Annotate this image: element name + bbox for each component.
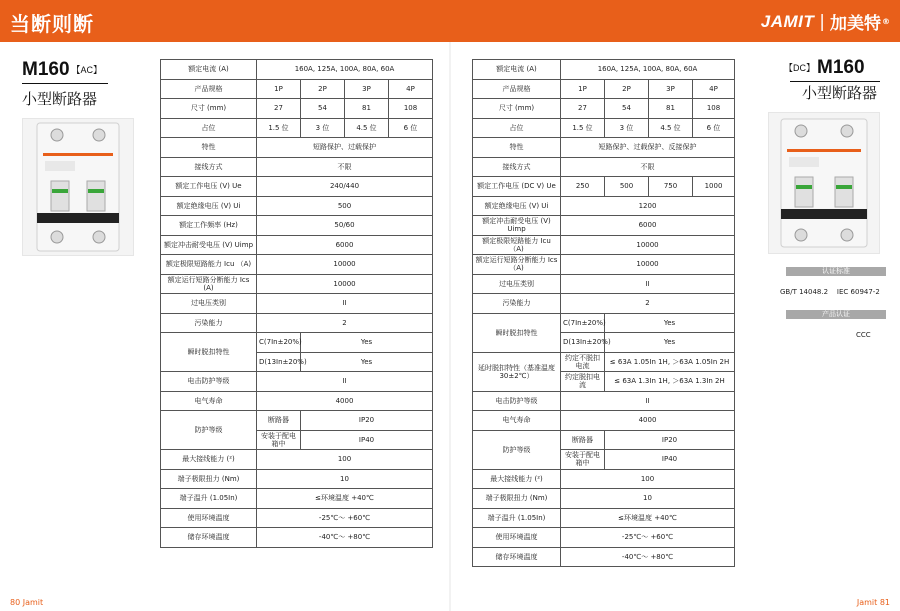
spec-cell: 污染能力 bbox=[473, 294, 561, 314]
left-model-tag: 【AC】 bbox=[71, 65, 103, 76]
cert-product-header: 产品认证 bbox=[786, 310, 886, 319]
spec-cell: 2P bbox=[301, 79, 345, 99]
spec-cell: 电击防护等级 bbox=[161, 372, 257, 392]
spec-row bbox=[473, 138, 735, 158]
spec-cell: 额定电流 (A) bbox=[161, 60, 257, 80]
spec-cell: 1.5 位 bbox=[561, 118, 605, 138]
spec-cell: 短路保护、过载保护 bbox=[257, 138, 433, 158]
spec-cell: C(7In±20%) bbox=[257, 333, 301, 353]
spec-cell: 约定不脱扣电流 bbox=[561, 352, 605, 372]
spec-cell: 27 bbox=[257, 99, 301, 119]
spec-cell: 额定工作频率 (Hz) bbox=[161, 216, 257, 236]
brand-logo-latin: JAMIT bbox=[760, 11, 815, 31]
spec-cell: Yes bbox=[301, 352, 433, 372]
breaker-dc-photo bbox=[768, 112, 880, 254]
spec-cell: 安装于配电箱中 bbox=[257, 430, 301, 450]
left-footer bbox=[10, 598, 43, 607]
spec-cell: 160A, 125A, 100A, 80A, 60A bbox=[561, 60, 735, 80]
right-footer bbox=[857, 598, 890, 607]
spec-cell: IP40 bbox=[301, 430, 433, 450]
spec-row bbox=[161, 196, 433, 216]
registered-mark: ® bbox=[882, 17, 890, 26]
spec-cell: 额定绝缘电压 (V) Ui bbox=[161, 196, 257, 216]
spec-cell: 使用环境温度 bbox=[161, 508, 257, 528]
spec-cell: 额定冲击耐受电压 (V) Uimp bbox=[161, 235, 257, 255]
spec-cell: 断路器 bbox=[561, 430, 605, 450]
spec-cell: 端子温升 (1.05In) bbox=[161, 489, 257, 509]
spec-cell: 约定脱扣电流 bbox=[561, 372, 605, 392]
spec-row bbox=[473, 352, 735, 372]
slogan-title: 当断则断 bbox=[10, 12, 94, 36]
spec-cell: 瞬时脱扣特性 bbox=[473, 313, 561, 352]
right-model-name: M160 bbox=[817, 57, 865, 78]
left-page bbox=[0, 42, 450, 611]
spec-cell: 1P bbox=[257, 79, 301, 99]
spec-cell: 额定工作电压 (DC V) Ue bbox=[473, 177, 561, 197]
brand-logo bbox=[761, 9, 890, 34]
right-model-tag: 【DC】 bbox=[784, 63, 815, 74]
spec-cell: 额定电流 (A) bbox=[473, 60, 561, 80]
left-spec-table bbox=[160, 59, 433, 548]
spec-row bbox=[161, 391, 433, 411]
spec-row bbox=[161, 177, 433, 197]
spec-cell: 4.5 位 bbox=[345, 118, 389, 138]
spec-cell: 10 bbox=[257, 469, 433, 489]
spec-row bbox=[473, 216, 735, 236]
spec-row bbox=[161, 138, 433, 158]
spec-row bbox=[473, 489, 735, 509]
left-footer-brand: Jamit bbox=[22, 598, 44, 607]
spec-cell: 额定冲击耐受电压 (V) Uimp bbox=[473, 216, 561, 236]
spec-cell: 750 bbox=[649, 177, 693, 197]
cert-standards: GB/T 14048.2 IEC 60947-2 bbox=[780, 288, 880, 296]
spec-cell: 电气寿命 bbox=[161, 391, 257, 411]
spec-row bbox=[473, 118, 735, 138]
spec-cell: 2 bbox=[257, 313, 433, 333]
spec-cell: 3P bbox=[649, 79, 693, 99]
spec-cell: 6000 bbox=[257, 235, 433, 255]
spec-cell: 3P bbox=[345, 79, 389, 99]
spec-cell: 额定运行短路分断能力 Ics (A) bbox=[161, 274, 257, 294]
spec-cell: 1200 bbox=[561, 196, 735, 216]
spec-cell: 特性 bbox=[473, 138, 561, 158]
spec-cell: 10000 bbox=[257, 274, 433, 294]
spec-cell: Yes bbox=[605, 333, 735, 353]
spec-cell: 不限 bbox=[561, 157, 735, 177]
spec-cell: 2P bbox=[605, 79, 649, 99]
spec-cell: 54 bbox=[605, 99, 649, 119]
spec-cell: II bbox=[561, 274, 735, 294]
spec-row bbox=[161, 235, 433, 255]
spec-cell: D(13In±20%) bbox=[561, 333, 605, 353]
spec-row bbox=[161, 411, 433, 431]
spec-cell: 端子极限扭力 (Nm) bbox=[161, 469, 257, 489]
spec-cell: 160A, 125A, 100A, 80A, 60A bbox=[257, 60, 433, 80]
breaker-dc-icon bbox=[769, 113, 879, 253]
spec-row bbox=[161, 372, 433, 392]
spec-cell: 接线方式 bbox=[473, 157, 561, 177]
spec-cell: 108 bbox=[389, 99, 433, 119]
spec-cell: IP20 bbox=[301, 411, 433, 431]
spec-cell: 240/440 bbox=[257, 177, 433, 197]
brand-separator: | bbox=[819, 11, 825, 32]
spec-cell: 安装于配电箱中 bbox=[561, 450, 605, 470]
spec-row bbox=[161, 469, 433, 489]
spec-cell: Yes bbox=[301, 333, 433, 353]
spec-row bbox=[473, 99, 735, 119]
spec-row bbox=[473, 274, 735, 294]
spec-row bbox=[473, 177, 735, 197]
left-model-title bbox=[22, 59, 104, 81]
spec-cell: 尺寸 (mm) bbox=[161, 99, 257, 119]
spec-cell: 延时脱扣特性（基准温度 30±2℃） bbox=[473, 352, 561, 391]
spec-cell: 电气寿命 bbox=[473, 411, 561, 431]
spec-row bbox=[473, 391, 735, 411]
spec-cell: II bbox=[257, 294, 433, 314]
left-subtitle: 小型断路器 bbox=[22, 90, 98, 108]
breaker-2p-icon bbox=[23, 119, 133, 255]
spec-row bbox=[161, 450, 433, 470]
spec-cell: 最大接线能力 (²) bbox=[473, 469, 561, 489]
spec-cell: 最大接线能力 (²) bbox=[161, 450, 257, 470]
spec-cell: 108 bbox=[693, 99, 735, 119]
spec-row bbox=[161, 79, 433, 99]
spec-cell: 端子温升 (1.05In) bbox=[473, 508, 561, 528]
spec-cell: 电击防护等级 bbox=[473, 391, 561, 411]
right-footer-brand: Jamit bbox=[856, 598, 878, 607]
spec-cell: 储存环境温度 bbox=[161, 528, 257, 548]
spec-cell: 4000 bbox=[561, 411, 735, 431]
right-page bbox=[450, 42, 900, 611]
spec-row bbox=[473, 508, 735, 528]
spec-cell: 10000 bbox=[561, 235, 735, 255]
spec-row bbox=[161, 489, 433, 509]
spec-row bbox=[161, 333, 433, 353]
spec-cell: 1000 bbox=[693, 177, 735, 197]
spec-cell: 特性 bbox=[161, 138, 257, 158]
spec-row bbox=[473, 294, 735, 314]
spec-cell: 接线方式 bbox=[161, 157, 257, 177]
right-subtitle: 小型断路器 bbox=[802, 84, 878, 102]
spec-cell: 4000 bbox=[257, 391, 433, 411]
spec-row bbox=[473, 313, 735, 333]
spec-cell: 额定极限短路能力 Icu （A) bbox=[473, 235, 561, 255]
spec-cell: 54 bbox=[301, 99, 345, 119]
spec-cell: 81 bbox=[649, 99, 693, 119]
spec-row bbox=[161, 60, 433, 80]
spec-cell: 过电压类别 bbox=[473, 274, 561, 294]
spec-cell: 6 位 bbox=[693, 118, 735, 138]
spec-cell: 过电压类别 bbox=[161, 294, 257, 314]
spec-cell: 6 位 bbox=[389, 118, 433, 138]
left-title-rule bbox=[22, 83, 108, 84]
spec-row bbox=[161, 157, 433, 177]
spec-cell: -25℃～ +60℃ bbox=[561, 528, 735, 548]
spec-cell: 占位 bbox=[161, 118, 257, 138]
spec-cell: IP40 bbox=[605, 450, 735, 470]
spec-cell: -40℃～ +80℃ bbox=[257, 528, 433, 548]
spec-cell: 额定工作电压 (V) Ue bbox=[161, 177, 257, 197]
spec-cell: 6000 bbox=[561, 216, 735, 236]
spec-cell: ≤ 63A 1.05In 1H, ＞63A 1.05In 2H bbox=[605, 352, 735, 372]
spec-cell: 500 bbox=[605, 177, 649, 197]
spec-row bbox=[161, 508, 433, 528]
breaker-2p-photo bbox=[22, 118, 134, 256]
spec-row bbox=[161, 528, 433, 548]
right-page-number: 81 bbox=[879, 598, 890, 607]
spec-cell: 产品规格 bbox=[473, 79, 561, 99]
spec-cell: 1.5 位 bbox=[257, 118, 301, 138]
spec-cell: 额定绝缘电压 (V) Ui bbox=[473, 196, 561, 216]
brand-logo-cn: 加美特 bbox=[830, 14, 881, 34]
spec-cell: 250 bbox=[561, 177, 605, 197]
spec-cell: IP20 bbox=[605, 430, 735, 450]
spec-cell: 污染能力 bbox=[161, 313, 257, 333]
spec-cell: 10000 bbox=[561, 255, 735, 275]
spec-row bbox=[473, 528, 735, 548]
spec-cell: 81 bbox=[345, 99, 389, 119]
spec-row bbox=[473, 411, 735, 431]
spec-cell: 3 位 bbox=[605, 118, 649, 138]
spec-cell: 瞬时脱扣特性 bbox=[161, 333, 257, 372]
spec-row bbox=[161, 118, 433, 138]
spec-row bbox=[161, 99, 433, 119]
spec-cell: Yes bbox=[605, 313, 735, 333]
spec-cell: 防护等级 bbox=[161, 411, 257, 450]
spec-cell: 储存环境温度 bbox=[473, 547, 561, 567]
spec-cell: 27 bbox=[561, 99, 605, 119]
spec-cell: 3 位 bbox=[301, 118, 345, 138]
spec-cell: D(13In±20%) bbox=[257, 352, 301, 372]
spec-row bbox=[161, 313, 433, 333]
spec-cell: 短路保护、过载保护、反接保护 bbox=[561, 138, 735, 158]
spec-row bbox=[161, 294, 433, 314]
spec-row bbox=[161, 216, 433, 236]
spec-row bbox=[473, 79, 735, 99]
spec-row bbox=[473, 430, 735, 450]
spec-cell: -25℃～ +60℃ bbox=[257, 508, 433, 528]
left-model-name: M160 bbox=[22, 59, 70, 80]
spec-cell: 产品规格 bbox=[161, 79, 257, 99]
top-banner bbox=[0, 0, 900, 42]
spec-row bbox=[161, 274, 433, 294]
spec-cell: 额定极限短路能力 Icu （A) bbox=[161, 255, 257, 275]
spec-cell: 额定运行短路分断能力 Ics （A) bbox=[473, 255, 561, 275]
spec-cell: 100 bbox=[561, 469, 735, 489]
spec-cell: ≤ 63A 1.3In 1H, ＞63A 1.3In 2H bbox=[605, 372, 735, 392]
spec-cell: -40℃～ +80℃ bbox=[561, 547, 735, 567]
left-spec-body bbox=[161, 60, 433, 548]
spec-cell: 使用环境温度 bbox=[473, 528, 561, 548]
spec-row bbox=[473, 60, 735, 80]
spec-row bbox=[161, 255, 433, 275]
spec-cell: ≤环境温度 +40℃ bbox=[257, 489, 433, 509]
spec-cell: II bbox=[257, 372, 433, 392]
spec-row bbox=[473, 469, 735, 489]
spec-cell: 1P bbox=[561, 79, 605, 99]
spec-row bbox=[473, 547, 735, 567]
spec-row bbox=[473, 255, 735, 275]
spec-row bbox=[473, 196, 735, 216]
spec-cell: 4.5 位 bbox=[649, 118, 693, 138]
spec-cell: C(7In±20%) bbox=[561, 313, 605, 333]
spec-cell: 不限 bbox=[257, 157, 433, 177]
spec-cell: 10000 bbox=[257, 255, 433, 275]
spec-row bbox=[473, 235, 735, 255]
spec-cell: 断路器 bbox=[257, 411, 301, 431]
spec-cell: 尺寸 (mm) bbox=[473, 99, 561, 119]
spec-cell: 10 bbox=[561, 489, 735, 509]
spec-cell: 4P bbox=[693, 79, 735, 99]
spec-row bbox=[473, 157, 735, 177]
spec-cell: ≤环境温度 +40℃ bbox=[561, 508, 735, 528]
cert-product: CCC bbox=[856, 331, 871, 339]
spec-cell: 100 bbox=[257, 450, 433, 470]
spec-cell: 50/60 bbox=[257, 216, 433, 236]
left-page-number: 80 bbox=[10, 598, 21, 607]
right-model-title bbox=[782, 57, 865, 79]
right-spec-body bbox=[473, 60, 735, 567]
spec-cell: II bbox=[561, 391, 735, 411]
right-spec-table bbox=[472, 59, 735, 567]
spec-cell: 2 bbox=[561, 294, 735, 314]
spec-cell: 占位 bbox=[473, 118, 561, 138]
spec-cell: 防护等级 bbox=[473, 430, 561, 469]
spec-cell: 端子极限扭力 (Nm) bbox=[473, 489, 561, 509]
spec-cell: 500 bbox=[257, 196, 433, 216]
cert-standards-header: 认证标准 bbox=[786, 267, 886, 276]
spec-cell: 4P bbox=[389, 79, 433, 99]
